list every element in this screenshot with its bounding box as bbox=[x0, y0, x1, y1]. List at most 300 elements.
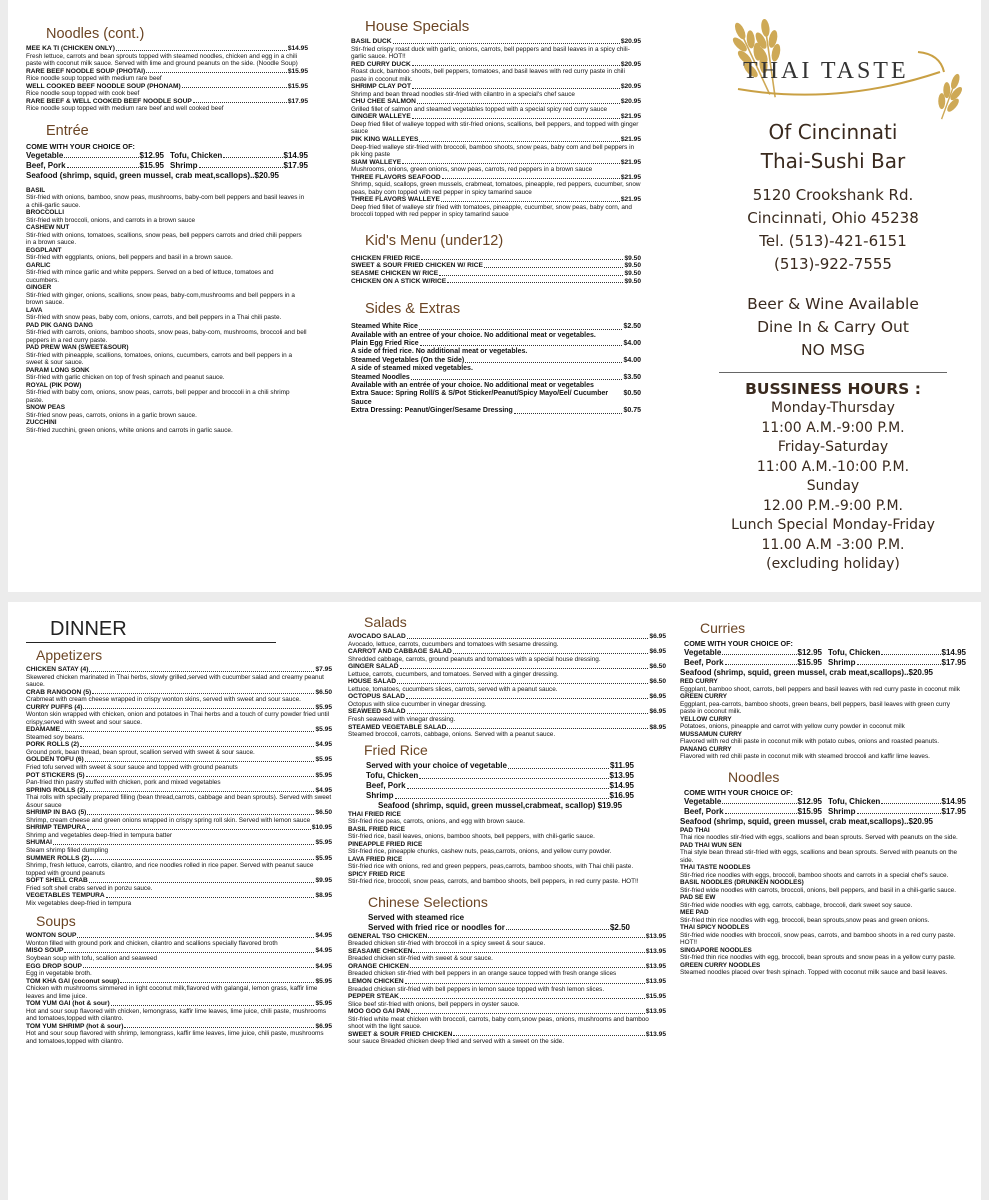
menu-item-name: EGGPLANT bbox=[26, 246, 62, 254]
menu-item-name: RED CURRY DUCK bbox=[351, 60, 411, 68]
menu-item-name: GINGER WALLEYE bbox=[351, 113, 411, 121]
menu-item-desc: Roast duck, bamboo shoots, bell peppers, tomatoes, and basil leaves with red curry paste in chili paste in coconut milk. bbox=[351, 68, 625, 83]
dot-leader bbox=[857, 658, 941, 665]
choice-price: $12.95 bbox=[797, 648, 822, 657]
menu-item-row bbox=[351, 407, 641, 415]
address-line-2: Cincinnati, Ohio 45238 bbox=[747, 209, 919, 227]
menu-item bbox=[680, 909, 966, 924]
menu-item bbox=[351, 278, 641, 286]
dot-leader bbox=[412, 113, 620, 119]
choice-cell bbox=[170, 151, 308, 161]
hours-line: 12.00 P.M.-9:00 P.M. bbox=[763, 497, 903, 514]
menu-item bbox=[26, 382, 308, 405]
choice-label: Beef, Pork bbox=[684, 806, 724, 816]
dot-leader bbox=[420, 340, 623, 346]
choice-price: $14.95 bbox=[283, 150, 308, 160]
menu-item-row bbox=[348, 648, 666, 656]
feature-1: Beer & Wine Available bbox=[747, 295, 919, 313]
menu-item-price: $5.95 bbox=[315, 756, 332, 764]
menu-item-desc: Stir-fried thin rice noodles with egg, broccoli, bean sprouts,snow peas and green onions. bbox=[680, 916, 930, 924]
menu-item-name: Extra Sauce: Spring Roll/S & S/Pot Sticker/Peanut/Spicy Mayo/Eel/ Cucumber Sauce bbox=[351, 390, 609, 406]
menu-item-name: CHU CHEE SALMON bbox=[351, 98, 416, 106]
entree-choices bbox=[26, 151, 308, 171]
menu-item bbox=[26, 704, 332, 727]
dot-leader bbox=[412, 83, 620, 89]
dot-leader bbox=[419, 136, 619, 142]
col-bottom-right bbox=[680, 620, 966, 977]
chinese-sub-1: Served with steamed rice bbox=[368, 912, 465, 922]
menu-item-name: PAD THAI WUN SEN bbox=[680, 841, 742, 849]
dot-leader bbox=[447, 724, 648, 730]
dot-leader bbox=[402, 159, 620, 165]
menu-item-desc: Thai rice noodles stir-fried with eggs, scallions and bean sprouts. Served with peanuts on the side. bbox=[680, 834, 958, 841]
menu-item-name: PANANG CURRY bbox=[680, 745, 732, 753]
menu-item-name: GOLDEN TOFU (6) bbox=[26, 756, 84, 764]
dot-leader bbox=[182, 83, 287, 89]
menu-item-price: $4.00 bbox=[623, 340, 641, 348]
hours-line: 11:00 A.M.-10:00 P.M. bbox=[756, 458, 910, 475]
hours-line: 11:00 A.M.-9:00 P.M. bbox=[761, 419, 905, 436]
entree-seafood: Seafood (shrimp, squid, green mussel, crab meat,scallops)..$20.95 bbox=[26, 170, 279, 180]
dot-leader bbox=[77, 932, 314, 938]
menu-item bbox=[348, 993, 666, 1008]
sides-title: Sides & Extras bbox=[365, 301, 461, 318]
menu-page-bottom bbox=[8, 602, 981, 1200]
menu-item-desc: Shrimp and vegetables deep-fried in tempura batter bbox=[26, 831, 173, 839]
menu-item-name: GREEN CURRY NOODLES bbox=[680, 961, 761, 969]
menu-item-row bbox=[351, 61, 641, 69]
menu-item-row bbox=[351, 374, 641, 382]
menu-item-price: $20.95 bbox=[620, 38, 641, 45]
menu-item-price: $3.50 bbox=[623, 373, 641, 381]
menu-item-desc: Thai style bean thread stir-fried with eggs, scallions and bean sprouts. Served with peanuts on the side. bbox=[680, 849, 958, 864]
menu-item-price: $6.95 bbox=[649, 633, 666, 640]
menu-item-name: RARE BEEF & WELL COOKED BEEF NOODLE SOUP bbox=[26, 97, 192, 105]
menu-item-desc: Lettuce, tomatoes, cucumbers slices, carrots, served with a peanut sauce. bbox=[348, 685, 558, 693]
menu-item-name: SWEET & SOUR FRIED CHICKEN bbox=[348, 1030, 453, 1038]
menu-item-name: PAD PREW WAN (SWEET&SOUR) bbox=[26, 344, 129, 352]
menu-item-row bbox=[26, 772, 332, 780]
menu-item-name: SEASME CHICKEN W/ RICE bbox=[351, 270, 439, 278]
menu-item bbox=[348, 633, 666, 648]
dot-leader bbox=[413, 948, 644, 954]
menu-item-row bbox=[26, 839, 332, 847]
restaurant-name-1: Of Cincinnati bbox=[768, 120, 898, 144]
menu-item bbox=[26, 307, 308, 322]
dot-leader bbox=[881, 648, 940, 655]
menu-item-row bbox=[351, 174, 641, 182]
choice-row bbox=[366, 761, 634, 771]
menu-item-desc: Crabmeat with cream cheese wrapped in crispy wonton skins, served with sweet and sour sauce. bbox=[26, 696, 301, 704]
menu-item-row bbox=[351, 255, 641, 263]
menu-item-desc: Breaded chicken stir-fried with broccoli in a spicy sweet & sour sauce. bbox=[348, 940, 546, 948]
menu-item-name: GINGER bbox=[26, 284, 52, 292]
menu-item-row bbox=[351, 196, 641, 204]
dinner-underline bbox=[26, 642, 276, 643]
menu-item-price: $5.95 bbox=[315, 1000, 332, 1008]
menu-item bbox=[26, 247, 308, 262]
choice-row bbox=[366, 781, 634, 791]
menu-item-name: RED CURRY bbox=[680, 678, 718, 685]
menu-item-desc: Stir-fried thin rice noodles with egg, broccoli, bean sprouts and snow peas in a yellow curry paste. bbox=[680, 954, 956, 961]
choice-label: Vegetable bbox=[26, 150, 64, 160]
choice-price: $11.95 bbox=[609, 760, 634, 770]
menu-item-desc: Flavored with red chili paste in coconut milk with steamed broccoli and kaffir lime leaves. bbox=[680, 753, 930, 760]
noodles-title: Noodles bbox=[728, 768, 780, 785]
menu-item-price: $6.95 bbox=[649, 648, 666, 656]
choice-label: Beef, Pork bbox=[366, 780, 406, 790]
menu-item-price: $4.95 bbox=[315, 786, 332, 794]
dot-leader bbox=[87, 809, 314, 815]
menu-item-desc: Thai rolls with specially prepared filling (bean thread,carrots, cabbage and bean sprouts). Served with sweet &sour sauce bbox=[26, 794, 332, 809]
menu-item-desc: Grilled fillet of salmon and steamed vegetables topped with a special spicy red curry sauce bbox=[351, 105, 608, 113]
menu-item bbox=[680, 716, 966, 731]
menu-item-row bbox=[26, 68, 308, 76]
noodles-header: COME WITH YOUR CHOICE OF: bbox=[684, 787, 793, 797]
menu-item-price: $6.95 bbox=[649, 693, 666, 701]
menu-item bbox=[680, 731, 966, 746]
menu-item-desc: Egg in vegetable broth. bbox=[26, 970, 92, 978]
menu-item-desc: Shrimp and bean thread noodles stir-fried with cilantro in a special's chef sauce bbox=[351, 90, 575, 98]
menu-item-name: VEGETABLES TEMPURA bbox=[26, 892, 105, 900]
menu-item-price: $9.50 bbox=[624, 262, 641, 270]
menu-item bbox=[680, 879, 966, 894]
dot-leader bbox=[419, 323, 623, 329]
menu-item-name: SEASAME CHICKEN bbox=[348, 947, 413, 955]
hours-line: (excluding holiday) bbox=[766, 556, 900, 572]
menu-item-name: PEPPER STEAK bbox=[348, 993, 399, 1001]
menu-item-desc: Lettuce, carrots, cucumbers, and tomatoes. Served with a ginger dressing. bbox=[348, 670, 559, 678]
menu-item bbox=[26, 824, 332, 839]
choice-label: Served with your choice of vegetable bbox=[366, 760, 507, 770]
menu-item-price: $6.50 bbox=[649, 678, 666, 686]
chinese-sub-2-label: Served with fried rice or noodles for bbox=[368, 922, 505, 932]
menu-item-desc: Stir-fried with onions, tomatoes, scallions, snow peas, bell peppers carrots and dried chili peppers in a brown sauce. bbox=[26, 231, 302, 247]
menu-item-price: $5.95 bbox=[315, 703, 332, 711]
menu-item-price: $2.50 bbox=[623, 323, 641, 331]
menu-item-row bbox=[351, 357, 641, 365]
dot-leader bbox=[90, 855, 314, 861]
choice-label: Tofu, Chicken bbox=[366, 770, 419, 780]
menu-item bbox=[680, 962, 966, 977]
menu-item-row bbox=[348, 708, 666, 716]
menu-item bbox=[351, 270, 641, 278]
menu-item-name: EGG DROP SOUP bbox=[26, 962, 82, 970]
menu-item-name: Steamed White Rice bbox=[351, 323, 418, 331]
restaurant-name-2: Thai-Sushi Bar bbox=[760, 149, 906, 173]
menu-item-desc: Deep fried fillet of walleye topped with stir-fried onions, scallions, bell peppers, and topped with ginger sauce bbox=[351, 120, 639, 136]
menu-item bbox=[348, 841, 666, 856]
dot-leader bbox=[86, 787, 314, 793]
col-top-middle bbox=[351, 18, 641, 416]
menu-item-desc: Stir-fried wide noodles with broccoli, snow peas, carrots, and bamboo shoots in a red curry paste. HOT!! bbox=[680, 931, 956, 946]
chinese-list bbox=[348, 933, 666, 1046]
choice-cell bbox=[828, 648, 966, 658]
menu-item-desc: Fried tofu served with sweet & sour sauce and topped with ground peanuts bbox=[26, 764, 238, 772]
menu-item-desc: Wonton filled with ground pork and chicken, cilantro and scallions specially flavored broth bbox=[26, 939, 278, 947]
choice-label: Tofu, Chicken bbox=[828, 648, 881, 657]
menu-item-name: SPICY FRIED RICE bbox=[348, 870, 406, 878]
curries-seafood: Seafood (shrimp, squid, green mussel, crab meat,scallops)..$20.95 bbox=[680, 668, 933, 677]
dot-leader bbox=[484, 262, 624, 268]
menu-item-price: $21.95 bbox=[620, 135, 641, 143]
menu-item-desc: Stir-fried zucchini, green onions, white onions and carrots in garlic sauce. bbox=[26, 426, 233, 434]
house-specials-list bbox=[351, 38, 641, 219]
menu-item-row bbox=[351, 98, 641, 106]
dot-leader bbox=[92, 689, 314, 695]
menu-item-desc: Available with an entrée of your choice. No additional meat or vegetables bbox=[351, 382, 594, 390]
menu-item-price: $15.95 bbox=[645, 993, 666, 1001]
menu-item-row bbox=[348, 933, 666, 941]
menu-item-desc: Stir-fried with ginger, onions, scallions, snow peas, baby-com,mushrooms and bell peppers in a brown sauce. bbox=[26, 291, 295, 307]
menu-item-name: TOM KHA GAI (coconut soup) bbox=[26, 977, 120, 985]
menu-item bbox=[26, 224, 308, 247]
menu-item-name: MEE KA TI (CHICKEN ONLY) bbox=[26, 45, 115, 52]
menu-item bbox=[348, 724, 666, 739]
menu-item-price: $6.50 bbox=[315, 688, 332, 696]
menu-item bbox=[26, 855, 332, 878]
dot-leader bbox=[146, 68, 287, 74]
menu-item-price: $0.75 bbox=[623, 407, 641, 415]
menu-item-price: $8.95 bbox=[315, 892, 332, 900]
menu-item bbox=[26, 689, 332, 704]
phone-2: (513)-922-7555 bbox=[774, 255, 892, 273]
menu-item-desc: Stir-fried with broccoli, onions, and carrots in a brown sauce bbox=[26, 216, 196, 224]
menu-item-price: $21.95 bbox=[620, 158, 641, 166]
menu-item-desc: Deep-fried walleye stir-fried with broccoli, bamboo shoots, snow peas, baby com and bell peppers in pik king paste bbox=[351, 143, 635, 159]
menu-item bbox=[351, 357, 641, 374]
menu-item-desc: A side of steamed mixed vegetables. bbox=[351, 365, 473, 373]
menu-item-price: $4.95 bbox=[315, 962, 332, 970]
feature-3: NO MSG bbox=[801, 341, 865, 359]
menu-item-name: CHICKEN SATAY (4) bbox=[26, 666, 89, 673]
menu-item-desc: Stir-fried with pineapple, scallions, tomatoes, onions, cucumbers, carrots and bell peppers in a sweet & sour sauce. bbox=[26, 351, 293, 367]
menu-item-name: Steamed Vegetables (On the Side) bbox=[351, 356, 465, 364]
menu-item-row bbox=[351, 159, 641, 167]
menu-item-name: SIAM WALLEYE bbox=[351, 158, 402, 166]
menu-item-name: Steamed Noodles bbox=[351, 373, 410, 381]
choice-price: $16.95 bbox=[609, 790, 634, 800]
menu-item-desc: Pan-fried thin pastry stuffed with chicken, pork and mixed vegetables bbox=[26, 779, 221, 787]
logo-text: THAI TASTE bbox=[743, 58, 909, 84]
menu-item bbox=[26, 419, 308, 434]
hours-list bbox=[713, 399, 953, 575]
menu-item-name: GREEN CURRY bbox=[680, 693, 727, 700]
choice-price: $14.95 bbox=[609, 780, 634, 790]
menu-item-row bbox=[351, 323, 641, 331]
menu-item bbox=[348, 663, 666, 678]
menu-item bbox=[351, 374, 641, 391]
menu-item-desc: Stir-fried rice, basil leaves, onions, bamboo shoots, bell peppers, with chili-garlic sauce. bbox=[348, 833, 595, 841]
menu-item-desc: Shrimp, cream cheese and green onions wrapped in crispy spring roll skin. Served with lemon sauce bbox=[26, 816, 311, 824]
menu-item-name: GINGER SALAD bbox=[348, 663, 399, 671]
menu-item-name: WELL COOKED BEEF NOODLE SOUP (PHONAM) bbox=[26, 82, 181, 90]
menu-item-name: BASIL bbox=[26, 186, 46, 194]
menu-item bbox=[351, 61, 641, 84]
menu-item-name: SHRIMP IN BAG (5) bbox=[26, 809, 87, 817]
menu-item bbox=[348, 826, 666, 841]
dot-leader bbox=[419, 771, 608, 779]
menu-item bbox=[26, 892, 332, 907]
menu-item-row bbox=[26, 1000, 332, 1008]
menu-item-name: PAD PIK GANG DANG bbox=[26, 321, 93, 329]
menu-item-desc: Ground pork, bean thread, bean sprout, scallion served with sweet & sour sauce. bbox=[26, 748, 255, 756]
menu-item-row bbox=[26, 756, 332, 764]
choice-price: $17.95 bbox=[941, 658, 966, 667]
dot-leader bbox=[85, 756, 315, 762]
menu-item-desc: Steamed soy beans. bbox=[26, 733, 85, 741]
menu-item-price: $13.95 bbox=[645, 932, 666, 940]
choice-row bbox=[366, 791, 634, 801]
menu-item-desc: Stir-fried with eggplants, onions, bell peppers and basil in a brown sauce. bbox=[26, 254, 233, 262]
menu-item-name: LEMON CHICKEN bbox=[348, 977, 404, 985]
dot-leader bbox=[67, 161, 139, 168]
dot-leader bbox=[86, 772, 315, 778]
choice-price: $17.95 bbox=[941, 806, 966, 816]
dot-leader bbox=[397, 678, 648, 684]
menu-item-row bbox=[26, 83, 308, 91]
menu-item-desc: sour sauce Breaded chicken deep fried and served with a sweet on the side. bbox=[348, 1038, 564, 1046]
menu-item bbox=[680, 924, 966, 947]
menu-item bbox=[26, 932, 332, 947]
menu-item-desc: Breaded chicken stir-fried with bell peppers in lemon sauce topped with fresh lemon slices. bbox=[348, 985, 605, 993]
menu-item-price: $5.95 bbox=[315, 977, 332, 985]
dot-leader bbox=[441, 196, 620, 202]
menu-item-desc: Eggplant, bamboo shoot, carrots, bell peppers and basil leaves with red curry paste in coconut milk bbox=[680, 685, 960, 693]
dot-leader bbox=[61, 726, 314, 732]
menu-item-desc: Fresh lettuce, carrots and bean sprouts topped with steamed noodles, chicken and egg in a chili paste with coconut milk sauce. Served with lime and ground peanuts on the side. (Noodle Soup) bbox=[26, 52, 298, 68]
menu-item bbox=[26, 68, 308, 83]
menu-item-price: $7.95 bbox=[315, 666, 332, 673]
menu-item-row bbox=[348, 1008, 666, 1016]
fried-rice-seafood: Seafood (shrimp, squid, green mussel,crabmeat, scallop) $19.95 bbox=[378, 800, 623, 810]
menu-item-desc: Steamed broccoli, carrots, cabbage, onions. Served with a peanut sauce. bbox=[348, 731, 556, 739]
choice-cell bbox=[684, 807, 822, 817]
menu-item bbox=[348, 1031, 666, 1046]
menu-item-name: CURRY PUFFS (4) bbox=[26, 703, 83, 711]
menu-item bbox=[26, 963, 332, 978]
phone-1: Tel. (513)-421-6151 bbox=[759, 232, 907, 250]
menu-item-price: $15.95 bbox=[287, 82, 308, 90]
menu-item-name: ZUCCHINI bbox=[26, 419, 57, 427]
menu-item bbox=[348, 856, 666, 871]
menu-page-top bbox=[8, 0, 981, 592]
menu-item-row bbox=[351, 38, 641, 46]
choice-label: Shrimp bbox=[366, 790, 394, 800]
choice-cell bbox=[828, 807, 966, 817]
menu-item-name: AVOCADO SALAD bbox=[348, 633, 406, 640]
menu-item-desc: Breaded chicken stir-fried with sweet & sour sauce. bbox=[348, 955, 493, 963]
menu-item-row bbox=[26, 45, 308, 53]
menu-item-name: PIK KING WALLEYES bbox=[351, 135, 419, 143]
menu-item bbox=[26, 83, 308, 98]
menu-item-price: $21.95 bbox=[620, 113, 641, 121]
menu-item-desc: Stir-fried rice, pineapple chunks, cashew nuts, peas,carrots, onions, and yellow curry powder. bbox=[348, 848, 612, 856]
choice-label: Shrimp bbox=[170, 160, 198, 170]
dot-leader bbox=[857, 807, 941, 814]
menu-item bbox=[351, 407, 641, 415]
menu-item-row bbox=[348, 1031, 666, 1039]
menu-item-name: MOO GOO GAI PAN bbox=[348, 1008, 410, 1016]
menu-item bbox=[26, 284, 308, 307]
menu-item-row bbox=[348, 978, 666, 986]
appetizers-title: Appetizers bbox=[36, 647, 103, 663]
menu-item bbox=[26, 1000, 332, 1023]
menu-item-desc: Potatoes, onions, pineapple and carrot with yellow curry powder in coconut milk bbox=[680, 723, 905, 730]
menu-item-name: CARROT AND CABBAGE SALAD bbox=[348, 648, 452, 656]
menu-item-row bbox=[26, 666, 332, 674]
noodles-list bbox=[680, 827, 966, 977]
menu-item bbox=[680, 894, 966, 909]
menu-item-name: PINEAPPLE FRIED RICE bbox=[348, 840, 423, 848]
menu-item bbox=[26, 772, 332, 787]
choice-cell bbox=[828, 658, 966, 668]
dot-leader bbox=[111, 1000, 315, 1006]
menu-item-name: MISO SOUP bbox=[26, 947, 64, 955]
dot-leader bbox=[722, 648, 796, 655]
menu-item bbox=[348, 678, 666, 693]
menu-item-price: $6.50 bbox=[315, 809, 332, 817]
menu-item-row bbox=[26, 892, 332, 900]
menu-item-price: $4.00 bbox=[623, 356, 641, 364]
choice-label: Tofu, Chicken bbox=[170, 150, 223, 160]
dot-leader bbox=[124, 1023, 314, 1029]
menu-item-name: MEE PAD bbox=[680, 909, 709, 916]
menu-item-name: POT STICKERS (5) bbox=[26, 771, 85, 779]
menu-item-row bbox=[26, 947, 332, 955]
menu-item-desc: Stir-fried rice with onions, red and green peppers, peas,carrots, bamboo shoots, with Thai chili paste. bbox=[348, 863, 634, 871]
menu-item-row bbox=[351, 113, 641, 121]
menu-item bbox=[351, 83, 641, 98]
menu-item bbox=[26, 741, 332, 756]
choice-price: $14.95 bbox=[941, 648, 966, 657]
menu-item-desc: Steam shrimp filled dumpling bbox=[26, 847, 109, 855]
menu-item-name: WONTON SOUP bbox=[26, 932, 77, 940]
hours-title: BUSSINESS HOURS : bbox=[745, 380, 921, 398]
choice-row bbox=[684, 797, 966, 807]
menu-item bbox=[348, 948, 666, 963]
menu-item-desc: Stir-fried wide noodles with egg, carrots, cabbage, broccoli, dark sweet soy sauce. bbox=[680, 901, 913, 909]
noodles-cont-list bbox=[26, 45, 308, 113]
col-bottom-middle bbox=[348, 614, 666, 1046]
menu-item-row bbox=[26, 963, 332, 971]
menu-item bbox=[348, 708, 666, 723]
menu-item-row bbox=[26, 855, 332, 863]
choice-label: Beef, Pork bbox=[26, 160, 66, 170]
choice-row bbox=[26, 161, 308, 171]
dot-leader bbox=[412, 61, 620, 67]
menu-item-row bbox=[26, 689, 332, 697]
menu-item-row bbox=[351, 270, 641, 278]
curries-title: Curries bbox=[700, 620, 746, 636]
menu-item-price: $21.95 bbox=[620, 173, 641, 181]
choice-label: Shrimp bbox=[828, 658, 856, 667]
menu-item-desc: Stir-fried crispy roast duck with garlic, onions, carrots, bell peppers and basil leaves in a spicy chili-garlic sauce. HOT!! bbox=[351, 45, 630, 61]
choice-cell bbox=[684, 658, 822, 668]
menu-item bbox=[680, 693, 966, 716]
menu-item bbox=[348, 1008, 666, 1031]
menu-item-name: BROCCOLLI bbox=[26, 209, 64, 217]
menu-item-price: $15.95 bbox=[287, 67, 308, 75]
menu-item bbox=[26, 726, 332, 741]
dot-leader bbox=[400, 663, 649, 669]
menu-item-desc: Avocado, lettuce, carrots, cucumbers and tomatoes with sesame dressing. bbox=[348, 640, 559, 648]
choice-price: $12.95 bbox=[797, 796, 822, 806]
noodles-cont-title: Noodles (cont.) bbox=[46, 26, 145, 42]
dot-leader bbox=[508, 761, 609, 769]
menu-item-desc: Octopus with slice cucumber in vinegar dressing. bbox=[348, 700, 487, 708]
menu-item-desc: Eggplant, pea-carrots, bamboo shoots, green beans, bell peppers, basil leaves with green curry paste in coconut milk. bbox=[680, 700, 950, 715]
